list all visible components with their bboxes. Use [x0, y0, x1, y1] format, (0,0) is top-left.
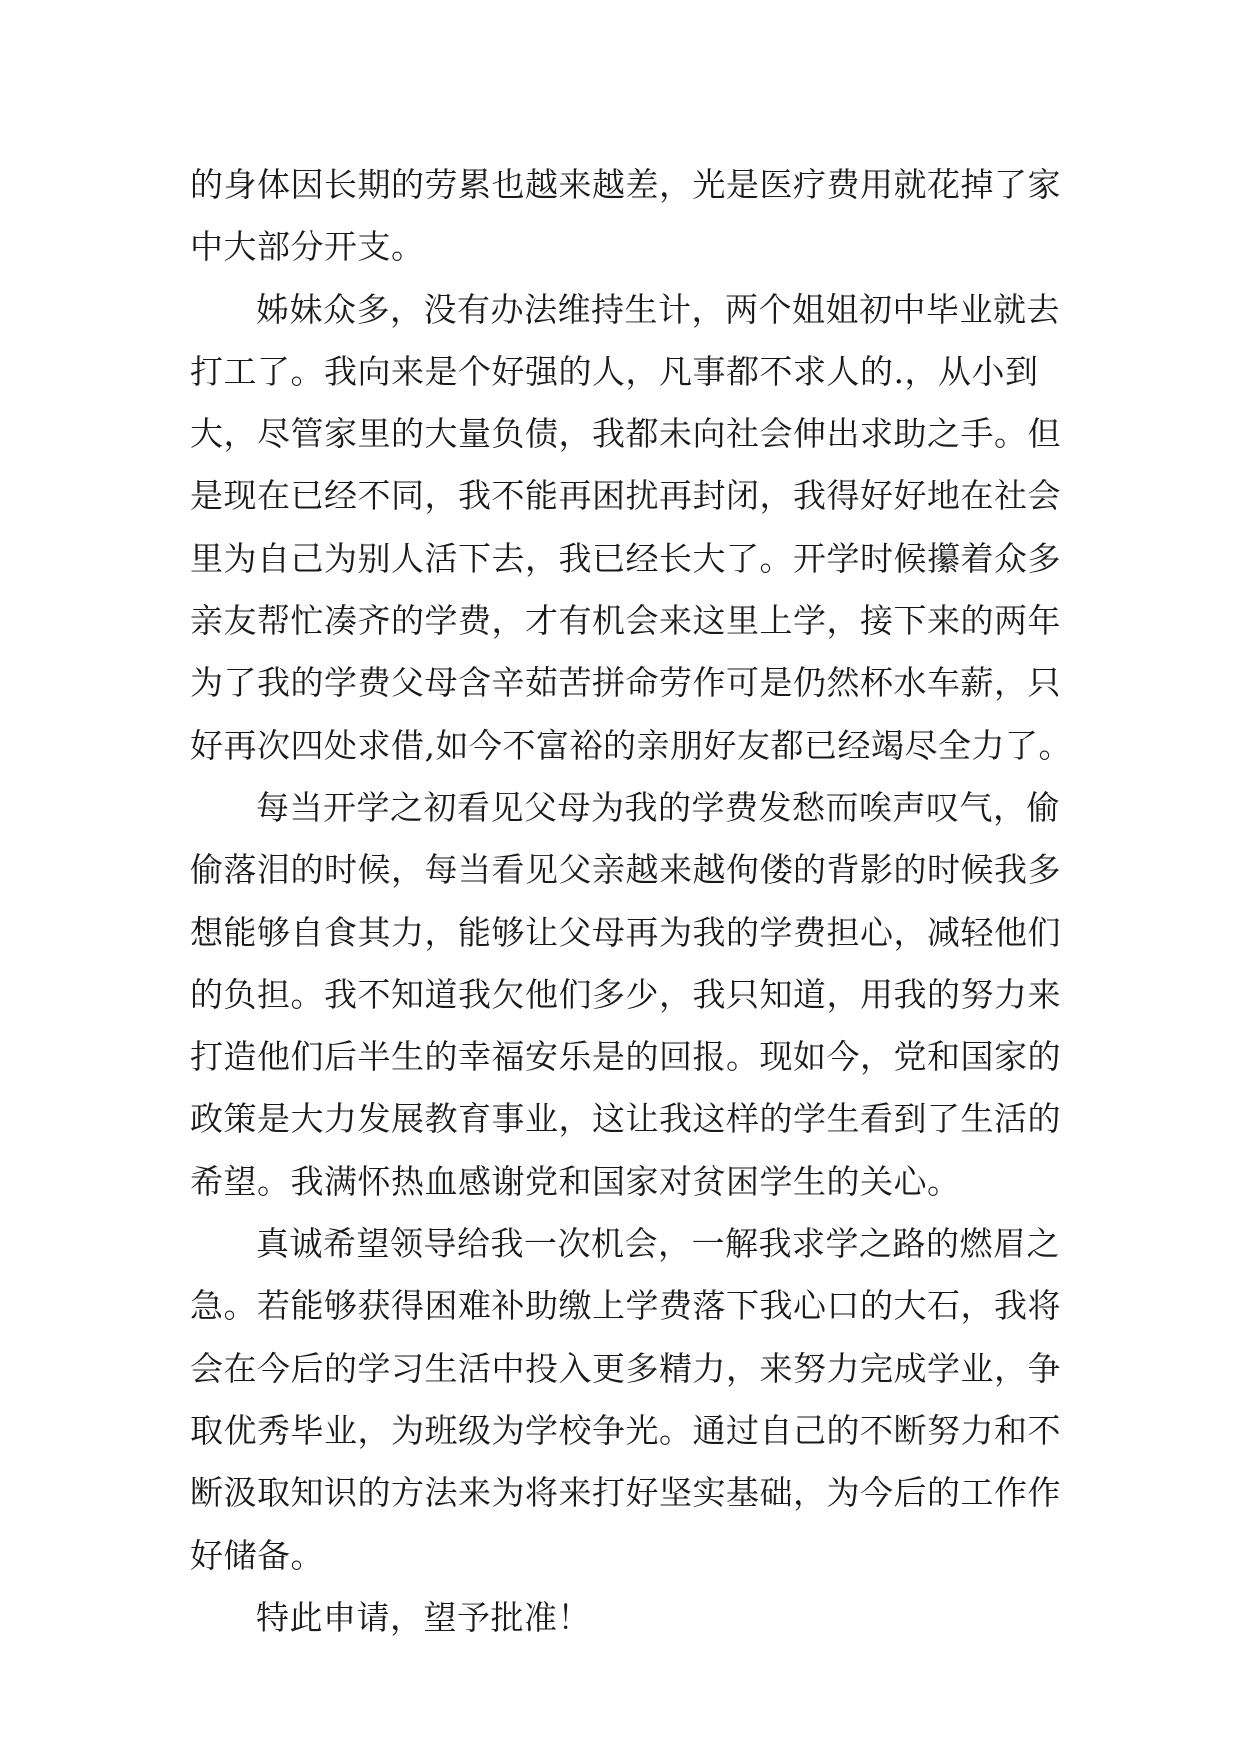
text-line: 里为自己为别人活下去，我已经长大了。开学时候攥着众多 — [190, 538, 1061, 578]
text-line: 亲友帮忙凑齐的学费，才有机会来这里上学，接下来的两年 — [190, 601, 1061, 641]
text-line: 每当开学之初看见父母为我的学费发愁而唉声叹气，偷 — [256, 787, 1060, 827]
text-line: 的身体因长期的劳累也越来越差，光是医疗费用就花掉了家 — [190, 165, 1061, 204]
text-line: 打工了。我向来是个好强的人，凡事都不求人的.，从小到 — [190, 351, 1039, 391]
text-line: 断汲取知识的方法来为将来打好坚实基础，为今后的工作作 — [190, 1473, 1061, 1513]
text-line: 想能够自食其力，能够让父母再为我的学费担心，减轻他们 — [190, 912, 1061, 952]
text-line: 为了我的学费父母含辛茹苦拼命劳作可是仍然杯水车薪，只 — [190, 663, 1061, 703]
text-line: 急。若能够获得困难补助缴上学费落下我心口的大石，我将 — [190, 1286, 1061, 1326]
text-line: 真诚希望领导给我一次机会，一解我求学之路的燃眉之 — [256, 1224, 1060, 1264]
text-line: 取优秀毕业，为班级为学校争光。通过自己的不断努力和不 — [190, 1410, 1061, 1450]
text-line: 的负担。我不知道我欠他们多少，我只知道，用我的努力来 — [190, 974, 1061, 1014]
text-line: 偷落泪的时候，每当看见父亲越来越佝偻的背影的时候我多 — [190, 850, 1061, 890]
text-line: 好再次四处求借,如今不富裕的亲朋好友都已经竭尽全力了。 — [190, 725, 1072, 765]
text-line: 打造他们后半生的幸福安乐是的回报。现如今，党和国家的 — [190, 1037, 1061, 1077]
text-line: 大，尽管家里的大量负债，我都未向社会伸出求助之手。但 — [190, 414, 1061, 454]
document-body — [190, 154, 1072, 1649]
text-line: 希望。我满怀热血感谢党和国家对贫困学生的关心。 — [190, 1161, 961, 1201]
text-line: 好储备。 — [190, 1535, 324, 1575]
text-line: 是现在已经不同，我不能再困扰再封闭，我得好好地在社会 — [190, 476, 1061, 516]
closing-line: 特此申请，望予批准！ — [256, 1597, 591, 1637]
text-line: 政策是大力发展教育事业，这让我这样的学生看到了生活的 — [190, 1099, 1061, 1139]
text-line: 姊妹众多，没有办法维持生计，两个姐姐初中毕业就去 — [256, 289, 1060, 329]
text-line: 会在今后的学习生活中投入更多精力，来努力完成学业，争 — [190, 1348, 1061, 1388]
text-line: 中大部分开支。 — [190, 227, 425, 267]
